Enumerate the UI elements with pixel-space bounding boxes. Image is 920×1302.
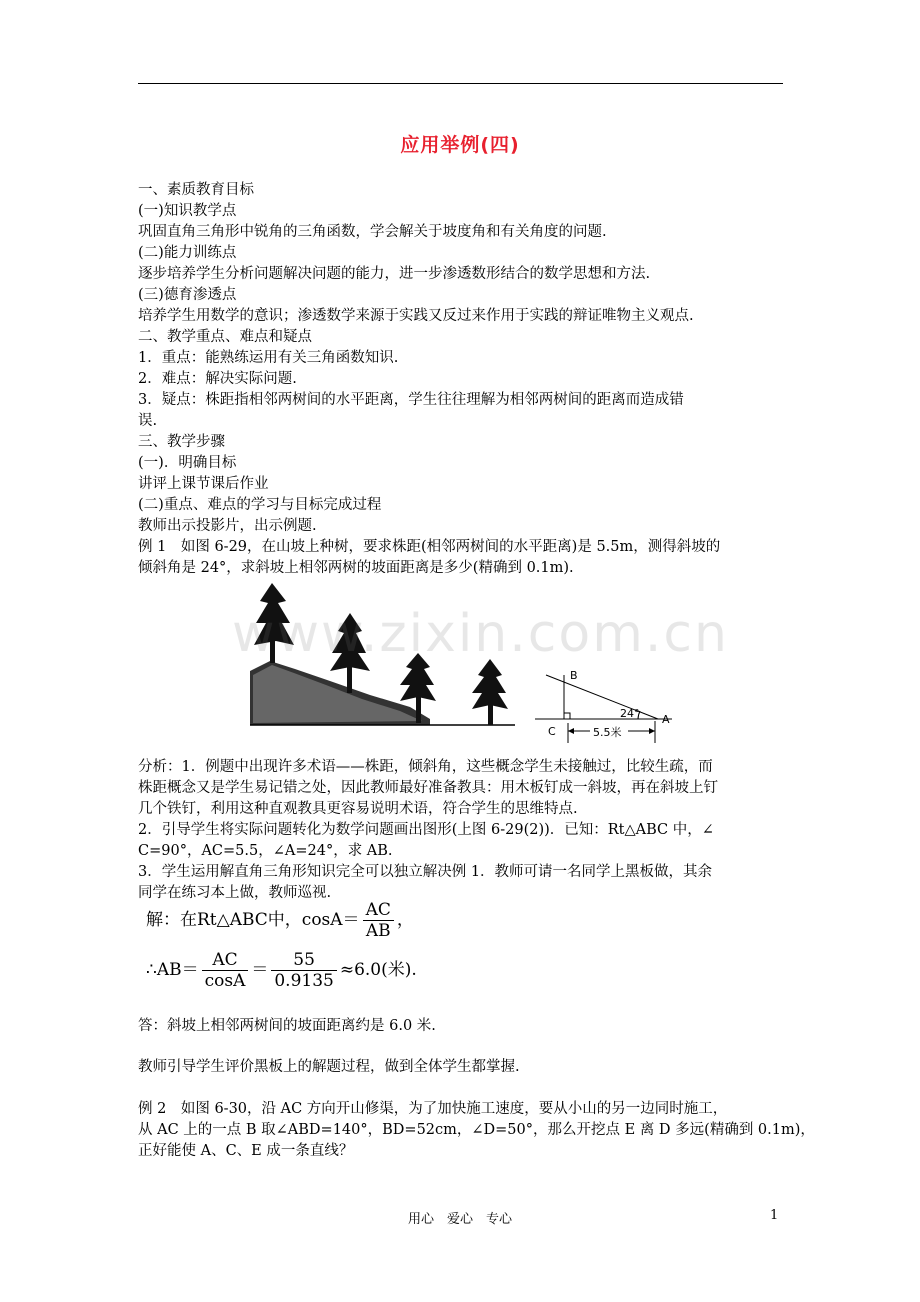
- text-line: 三、教学步骤: [138, 434, 225, 450]
- text-line: 2．难点：解决实际问题.: [138, 371, 297, 387]
- text-line: (一)知识教学点: [138, 203, 237, 219]
- text-line: 二、教学重点、难点和疑点: [138, 329, 312, 345]
- answer-line: [138, 1016, 783, 1037]
- text-line: (二)重点、难点的学习与目标完成过程: [138, 497, 382, 513]
- text-line: 一、素质教育目标: [138, 182, 254, 198]
- distance-label: 5.5米: [593, 726, 622, 739]
- formula-text: ≈6.0(米).: [339, 960, 417, 980]
- text-line: 几个铁钉，利用这种直观教具更容易说明术语，符合学生的思维特点.: [138, 801, 578, 817]
- text-line: 逐步培养学生分析问题解决问题的能力，进一步渗透数形结合的数学思想和方法.: [138, 266, 651, 282]
- formula-text: ＝: [251, 960, 269, 980]
- label-a: A: [662, 713, 670, 726]
- text-line: 例 2 如图 6-30，沿 AC 方向开山修渠，为了加快施工速度，要从小山的另一边同时施工，: [138, 1101, 728, 1117]
- fraction: [363, 900, 394, 941]
- fraction: [271, 950, 336, 991]
- page-number: 1: [770, 1208, 779, 1223]
- body-top: [138, 180, 783, 579]
- right-triangle-diagram: [535, 669, 672, 743]
- label-c: C: [548, 725, 556, 738]
- formula-text: ，: [396, 910, 414, 930]
- text-line: (三)德育渗透点: [138, 287, 237, 303]
- text-line: (二)能力训练点: [138, 245, 237, 261]
- text-line: 1．重点：能熟练运用有关三角函数知识.: [138, 350, 399, 366]
- numerator: 55: [271, 950, 336, 971]
- formula-text: ∴AB＝: [146, 960, 199, 980]
- text-line: 讲评上课节课后作业: [138, 476, 269, 492]
- text-line: 误.: [138, 413, 158, 429]
- text-line: 从 AC 上的一点 B 取∠ABD=140°，BD=52cm，∠D=50°，那么开挖点 E 离 D 多远(精确到 0.1m)，: [138, 1122, 815, 1138]
- formula-line-1: [146, 900, 414, 941]
- text-line: 同学在练习本上做，教师巡视.: [138, 885, 332, 901]
- text-line: 教师引导学生评价黑板上的解题过程，做到全体学生都掌握.: [138, 1059, 520, 1075]
- example-2: [138, 1099, 815, 1162]
- numerator: AC: [363, 900, 394, 921]
- teacher-note: [138, 1057, 783, 1078]
- text-line: 分析：1．例题中出现许多术语——株距，倾斜角，这些概念学生未接触过，比较生疏，而: [138, 759, 713, 775]
- text-line: 答：斜坡上相邻两树间的坡面距离约是 6.0 米.: [138, 1018, 436, 1034]
- text-line: 培养学生用数学的意识；渗透数学来源于实践又反过来作用于实践的辩证唯物主义观点.: [138, 308, 694, 324]
- watermark: www.zixin.com.cn: [232, 604, 729, 664]
- text-line: 教师出示投影片，出示例题.: [138, 518, 317, 534]
- text-line: 株距概念又是学生易记错之处，因此教师最好准备教具：用木板钉成一斜坡，再在斜坡上钉: [138, 780, 718, 796]
- label-b: B: [570, 669, 578, 682]
- text-line: (一)．明确目标: [138, 455, 237, 471]
- denominator: 0.9135: [274, 971, 334, 991]
- numerator: AC: [202, 950, 249, 971]
- text-line: 倾斜角是 24°，求斜坡上相邻两树的坡面距离是多少(精确到 0.1m).: [138, 560, 574, 576]
- formula-line-2: [146, 950, 417, 991]
- denominator: cosA: [204, 971, 246, 991]
- text-line: 3．学生运用解直角三角形知识完全可以独立解决例 1．教师可请一名同学上黑板做，其余: [138, 864, 713, 880]
- page-title: 应用举例(四): [400, 134, 520, 156]
- angle-label: 24°: [620, 707, 640, 720]
- text-line: 巩固直角三角形中锐角的三角函数，学会解关于坡度角和有关角度的问题.: [138, 224, 607, 240]
- text-line: 2．引导学生将实际问题转化为数学问题画出图形(上图 6-29(2))．已知：Rt△ABC 中，∠: [138, 822, 714, 838]
- fraction: [202, 950, 249, 991]
- formula-text: 解：在Rt△ABC中，cosA＝: [146, 910, 360, 930]
- page-footer: 用心 爱心 专心: [407, 1212, 512, 1227]
- text-line: 正好能使 A、C、E 成一条直线？: [138, 1143, 354, 1159]
- denominator: AB: [365, 921, 391, 941]
- text-line: 例 1 如图 6-29，在山坡上种树，要求株距(相邻两树间的水平距离)是 5.5m，测得斜坡的: [138, 539, 721, 555]
- analysis-section: [138, 757, 783, 904]
- text-line: 3．疑点：株距指相邻两树间的水平距离，学生往往理解为相邻两树间的距离而造成错: [138, 392, 684, 408]
- header-rule: [138, 83, 783, 84]
- text-line: C=90°，AC=5.5，∠A=24°，求 AB.: [138, 843, 393, 859]
